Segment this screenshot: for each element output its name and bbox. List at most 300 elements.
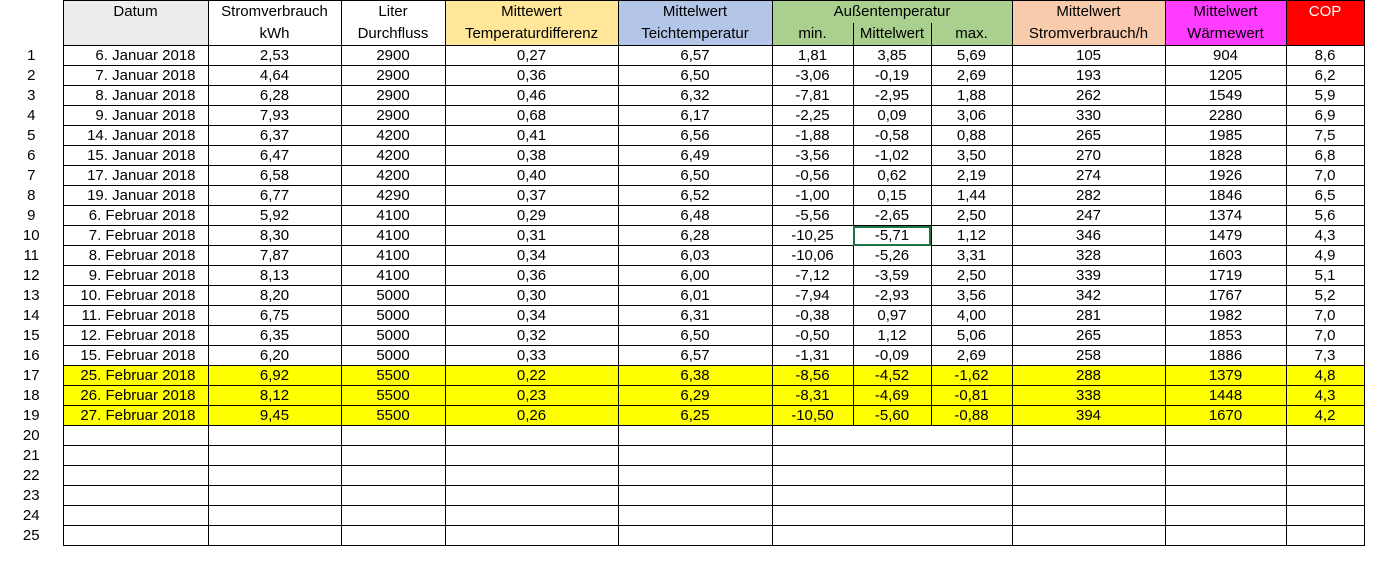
cell-strom[interactable]: 6,37 (208, 126, 341, 146)
empty-cell[interactable] (1286, 446, 1364, 466)
empty-cell[interactable] (341, 526, 445, 546)
cell-waerme[interactable]: 1205 (1165, 66, 1286, 86)
header-datum[interactable]: Datum (63, 1, 208, 24)
cell-stromh[interactable]: 270 (1012, 146, 1165, 166)
cell-cop[interactable]: 7,5 (1286, 126, 1364, 146)
cell-stromh[interactable]: 339 (1012, 266, 1165, 286)
cell-mittel[interactable]: -0,09 (853, 346, 931, 366)
cell-liter[interactable]: 5000 (341, 346, 445, 366)
cell-cop[interactable]: 7,0 (1286, 306, 1364, 326)
empty-cell[interactable] (772, 506, 1012, 526)
cell-min[interactable]: -7,81 (772, 86, 853, 106)
cell-tdiff[interactable]: 0,26 (445, 406, 618, 426)
empty-cell[interactable] (341, 446, 445, 466)
cell-waerme[interactable]: 1448 (1165, 386, 1286, 406)
empty-cell[interactable] (1012, 486, 1165, 506)
cell-datum[interactable]: 8. Februar 2018 (63, 246, 208, 266)
cell-strom[interactable]: 6,35 (208, 326, 341, 346)
cell-datum[interactable]: 14. Januar 2018 (63, 126, 208, 146)
cell-teich[interactable]: 6,00 (618, 266, 772, 286)
empty-cell[interactable] (772, 466, 1012, 486)
cell-mittel[interactable]: 1,12 (853, 326, 931, 346)
cell-teich[interactable]: 6,01 (618, 286, 772, 306)
empty-cell[interactable] (1165, 426, 1286, 446)
cell-strom[interactable]: 9,45 (208, 406, 341, 426)
cell-waerme[interactable]: 1828 (1165, 146, 1286, 166)
cell-max[interactable]: -0,81 (931, 386, 1012, 406)
cell-tdiff[interactable]: 0,38 (445, 146, 618, 166)
row-number[interactable]: 4 (27, 107, 36, 124)
header-aussen[interactable]: Außentemperatur (772, 1, 1012, 24)
cell-max[interactable]: 5,06 (931, 326, 1012, 346)
cell-min[interactable]: -10,25 (772, 226, 853, 246)
cell-tdiff[interactable]: 0,27 (445, 46, 618, 66)
empty-cell[interactable] (1165, 526, 1286, 546)
cell-strom[interactable]: 4,64 (208, 66, 341, 86)
cell-max[interactable]: 3,56 (931, 286, 1012, 306)
cell-min[interactable]: 1,81 (772, 46, 853, 66)
cell-cop[interactable]: 5,2 (1286, 286, 1364, 306)
header-cop-2[interactable] (1286, 23, 1364, 46)
cell-waerme[interactable]: 1479 (1165, 226, 1286, 246)
cell-teich[interactable]: 6,32 (618, 86, 772, 106)
cell-cop[interactable]: 7,0 (1286, 166, 1364, 186)
cell-liter[interactable]: 4200 (341, 146, 445, 166)
cell-datum[interactable]: 15. Januar 2018 (63, 146, 208, 166)
cell-cop[interactable]: 5,9 (1286, 86, 1364, 106)
cell-strom[interactable]: 8,12 (208, 386, 341, 406)
cell-liter[interactable]: 4100 (341, 226, 445, 246)
cell-max[interactable]: 1,12 (931, 226, 1012, 246)
cell-min[interactable]: -1,88 (772, 126, 853, 146)
header-tdiff-2[interactable]: Temperaturdifferenz (445, 23, 618, 46)
cell-max[interactable]: 0,88 (931, 126, 1012, 146)
cell-stromh[interactable]: 346 (1012, 226, 1165, 246)
cell-mittel[interactable]: -5,60 (853, 406, 931, 426)
cell-min[interactable]: -10,06 (772, 246, 853, 266)
header-liter-1[interactable]: Liter (341, 1, 445, 24)
empty-cell[interactable] (63, 426, 208, 446)
header-aussen-min[interactable]: min. (772, 23, 853, 46)
row-number[interactable]: 7 (27, 167, 36, 184)
cell-max[interactable]: 2,69 (931, 346, 1012, 366)
cell-max[interactable]: 1,88 (931, 86, 1012, 106)
cell-tdiff[interactable]: 0,33 (445, 346, 618, 366)
empty-cell[interactable] (1012, 506, 1165, 526)
row-number[interactable]: 14 (22, 307, 40, 324)
empty-cell[interactable] (341, 486, 445, 506)
row-number[interactable]: 9 (27, 207, 36, 224)
cell-min[interactable]: -7,12 (772, 266, 853, 286)
cell-datum[interactable]: 17. Januar 2018 (63, 166, 208, 186)
cell-strom[interactable]: 6,75 (208, 306, 341, 326)
cell-cop[interactable]: 6,8 (1286, 146, 1364, 166)
header-stromh-2[interactable]: Stromverbrauch/h (1012, 23, 1165, 46)
cell-mittel[interactable]: 3,85 (853, 46, 931, 66)
cell-cop[interactable]: 6,5 (1286, 186, 1364, 206)
cell-min[interactable]: -1,00 (772, 186, 853, 206)
empty-cell[interactable] (445, 486, 618, 506)
cell-teich[interactable]: 6,57 (618, 46, 772, 66)
cell-teich[interactable]: 6,17 (618, 106, 772, 126)
empty-cell[interactable] (1286, 526, 1364, 546)
cell-tdiff[interactable]: 0,36 (445, 66, 618, 86)
cell-strom[interactable]: 5,92 (208, 206, 341, 226)
cell-min[interactable]: -0,50 (772, 326, 853, 346)
row-number[interactable]: 22 (22, 467, 40, 484)
cell-mittel[interactable]: -0,19 (853, 66, 931, 86)
empty-cell[interactable] (1012, 426, 1165, 446)
cell-max[interactable]: 2,50 (931, 266, 1012, 286)
cell-max[interactable]: 2,69 (931, 66, 1012, 86)
cell-liter[interactable]: 5500 (341, 366, 445, 386)
cell-stromh[interactable]: 262 (1012, 86, 1165, 106)
row-number[interactable]: 10 (22, 227, 40, 244)
cell-stromh[interactable]: 281 (1012, 306, 1165, 326)
cell-stromh[interactable]: 265 (1012, 126, 1165, 146)
cell-datum[interactable]: 19. Januar 2018 (63, 186, 208, 206)
cell-cop[interactable]: 7,3 (1286, 346, 1364, 366)
cell-teich[interactable]: 6,31 (618, 306, 772, 326)
header-tdiff-1[interactable]: Mittewert (445, 1, 618, 24)
cell-datum[interactable]: 15. Februar 2018 (63, 346, 208, 366)
empty-cell[interactable] (618, 466, 772, 486)
cell-tdiff[interactable]: 0,68 (445, 106, 618, 126)
cell-min[interactable]: -8,56 (772, 366, 853, 386)
cell-strom[interactable]: 6,20 (208, 346, 341, 366)
cell-stromh[interactable]: 288 (1012, 366, 1165, 386)
empty-cell[interactable] (772, 446, 1012, 466)
cell-tdiff[interactable]: 0,40 (445, 166, 618, 186)
cell-stromh[interactable]: 282 (1012, 186, 1165, 206)
empty-cell[interactable] (1165, 506, 1286, 526)
empty-cell[interactable] (208, 466, 341, 486)
header-strom-1[interactable]: Stromverbrauch (208, 1, 341, 24)
row-number[interactable]: 19 (22, 407, 40, 424)
cell-liter[interactable]: 5500 (341, 406, 445, 426)
empty-cell[interactable] (772, 426, 1012, 446)
cell-datum[interactable]: 8. Januar 2018 (63, 86, 208, 106)
row-number[interactable]: 13 (22, 287, 40, 304)
empty-cell[interactable] (208, 426, 341, 446)
cell-mittel[interactable]: -5,26 (853, 246, 931, 266)
cell-max[interactable]: 3,06 (931, 106, 1012, 126)
cell-stromh[interactable]: 247 (1012, 206, 1165, 226)
empty-cell[interactable] (1165, 446, 1286, 466)
cell-mittel[interactable]: 0,62 (853, 166, 931, 186)
cell-strom[interactable]: 7,93 (208, 106, 341, 126)
row-number[interactable]: 2 (27, 67, 36, 84)
empty-cell[interactable] (618, 446, 772, 466)
cell-waerme[interactable]: 1603 (1165, 246, 1286, 266)
cell-liter[interactable]: 4100 (341, 206, 445, 226)
cell-max[interactable]: -0,88 (931, 406, 1012, 426)
cell-min[interactable]: -2,25 (772, 106, 853, 126)
cell-tdiff[interactable]: 0,41 (445, 126, 618, 146)
cell-strom[interactable]: 6,58 (208, 166, 341, 186)
cell-datum[interactable]: 11. Februar 2018 (63, 306, 208, 326)
cell-waerme[interactable]: 1767 (1165, 286, 1286, 306)
cell-max[interactable]: 2,19 (931, 166, 1012, 186)
empty-cell[interactable] (1286, 426, 1364, 446)
cell-datum[interactable]: 6. Februar 2018 (63, 206, 208, 226)
header-cop[interactable]: COP (1286, 1, 1364, 24)
cell-tdiff[interactable]: 0,30 (445, 286, 618, 306)
empty-cell[interactable] (618, 486, 772, 506)
cell-liter[interactable]: 4200 (341, 126, 445, 146)
empty-cell[interactable] (1012, 526, 1165, 546)
row-number[interactable]: 12 (22, 267, 40, 284)
cell-waerme[interactable]: 1670 (1165, 406, 1286, 426)
empty-cell[interactable] (63, 526, 208, 546)
cell-strom[interactable]: 6,28 (208, 86, 341, 106)
row-number[interactable]: 8 (27, 187, 36, 204)
cell-min[interactable]: -10,50 (772, 406, 853, 426)
cell-waerme[interactable]: 1982 (1165, 306, 1286, 326)
row-number[interactable]: 3 (27, 87, 36, 104)
cell-tdiff[interactable]: 0,29 (445, 206, 618, 226)
empty-cell[interactable] (445, 506, 618, 526)
cell-teich[interactable]: 6,38 (618, 366, 772, 386)
empty-cell[interactable] (1286, 506, 1364, 526)
cell-datum[interactable]: 6. Januar 2018 (63, 46, 208, 66)
cell-max[interactable]: -1,62 (931, 366, 1012, 386)
cell-waerme[interactable]: 1853 (1165, 326, 1286, 346)
cell-teich[interactable]: 6,50 (618, 166, 772, 186)
empty-cell[interactable] (63, 446, 208, 466)
cell-stromh[interactable]: 338 (1012, 386, 1165, 406)
cell-liter[interactable]: 4290 (341, 186, 445, 206)
cell-cop[interactable]: 6,9 (1286, 106, 1364, 126)
cell-waerme[interactable]: 1549 (1165, 86, 1286, 106)
cell-tdiff[interactable]: 0,34 (445, 246, 618, 266)
header-aussen-mittel[interactable]: Mittelwert (853, 23, 931, 46)
cell-teich[interactable]: 6,29 (618, 386, 772, 406)
empty-cell[interactable] (341, 426, 445, 446)
cell-stromh[interactable]: 330 (1012, 106, 1165, 126)
cell-max[interactable]: 5,69 (931, 46, 1012, 66)
cell-tdiff[interactable]: 0,22 (445, 366, 618, 386)
empty-cell[interactable] (1286, 486, 1364, 506)
header-liter-2[interactable]: Durchfluss (341, 23, 445, 46)
row-number[interactable]: 21 (22, 447, 40, 464)
cell-stromh[interactable]: 258 (1012, 346, 1165, 366)
cell-liter[interactable]: 4100 (341, 246, 445, 266)
cell-waerme[interactable]: 1886 (1165, 346, 1286, 366)
row-number[interactable]: 1 (27, 47, 36, 64)
cell-waerme[interactable]: 904 (1165, 46, 1286, 66)
cell-max[interactable]: 3,50 (931, 146, 1012, 166)
cell-waerme[interactable]: 1926 (1165, 166, 1286, 186)
empty-cell[interactable] (1012, 446, 1165, 466)
cell-mittel[interactable]: -2,95 (853, 86, 931, 106)
empty-cell[interactable] (445, 446, 618, 466)
cell-teich[interactable]: 6,57 (618, 346, 772, 366)
empty-cell[interactable] (618, 506, 772, 526)
cell-mittel[interactable]: -5,71 (853, 226, 931, 246)
cell-waerme[interactable]: 1719 (1165, 266, 1286, 286)
cell-cop[interactable]: 4,3 (1286, 386, 1364, 406)
empty-cell[interactable] (208, 506, 341, 526)
cell-min[interactable]: -7,94 (772, 286, 853, 306)
cell-tdiff[interactable]: 0,36 (445, 266, 618, 286)
cell-max[interactable]: 2,50 (931, 206, 1012, 226)
cell-teich[interactable]: 6,25 (618, 406, 772, 426)
cell-datum[interactable]: 26. Februar 2018 (63, 386, 208, 406)
cell-min[interactable]: -8,31 (772, 386, 853, 406)
row-number[interactable]: 16 (22, 347, 40, 364)
row-number[interactable]: 15 (22, 327, 40, 344)
cell-stromh[interactable]: 193 (1012, 66, 1165, 86)
cell-liter[interactable]: 5000 (341, 286, 445, 306)
cell-cop[interactable]: 5,1 (1286, 266, 1364, 286)
cell-cop[interactable]: 6,2 (1286, 66, 1364, 86)
cell-cop[interactable]: 4,3 (1286, 226, 1364, 246)
cell-mittel[interactable]: -2,65 (853, 206, 931, 226)
cell-datum[interactable]: 27. Februar 2018 (63, 406, 208, 426)
cell-teich[interactable]: 6,50 (618, 326, 772, 346)
cell-strom[interactable]: 8,30 (208, 226, 341, 246)
header-teich-1[interactable]: Mittelwert (618, 1, 772, 24)
cell-teich[interactable]: 6,50 (618, 66, 772, 86)
cell-tdiff[interactable]: 0,23 (445, 386, 618, 406)
empty-cell[interactable] (1165, 486, 1286, 506)
cell-cop[interactable]: 8,6 (1286, 46, 1364, 66)
empty-cell[interactable] (63, 486, 208, 506)
cell-cop[interactable]: 4,9 (1286, 246, 1364, 266)
cell-mittel[interactable]: -4,69 (853, 386, 931, 406)
cell-liter[interactable]: 2900 (341, 106, 445, 126)
cell-stromh[interactable]: 105 (1012, 46, 1165, 66)
row-number[interactable]: 23 (22, 487, 40, 504)
cell-tdiff[interactable]: 0,37 (445, 186, 618, 206)
cell-stromh[interactable]: 274 (1012, 166, 1165, 186)
empty-cell[interactable] (445, 466, 618, 486)
cell-strom[interactable]: 8,13 (208, 266, 341, 286)
row-number[interactable]: 18 (22, 387, 40, 404)
cell-datum[interactable]: 7. Januar 2018 (63, 66, 208, 86)
cell-stromh[interactable]: 394 (1012, 406, 1165, 426)
cell-liter[interactable]: 2900 (341, 66, 445, 86)
empty-cell[interactable] (1286, 466, 1364, 486)
cell-liter[interactable]: 5000 (341, 306, 445, 326)
cell-waerme[interactable]: 1374 (1165, 206, 1286, 226)
cell-strom[interactable]: 8,20 (208, 286, 341, 306)
cell-stromh[interactable]: 328 (1012, 246, 1165, 266)
cell-datum[interactable]: 10. Februar 2018 (63, 286, 208, 306)
cell-mittel[interactable]: -3,59 (853, 266, 931, 286)
empty-cell[interactable] (618, 426, 772, 446)
cell-teich[interactable]: 6,48 (618, 206, 772, 226)
cell-teich[interactable]: 6,56 (618, 126, 772, 146)
empty-cell[interactable] (1165, 466, 1286, 486)
cell-min[interactable]: -3,56 (772, 146, 853, 166)
cell-max[interactable]: 3,31 (931, 246, 1012, 266)
header-teich-2[interactable]: Teichtemperatur (618, 23, 772, 46)
header-aussen-max[interactable]: max. (931, 23, 1012, 46)
cell-max[interactable]: 4,00 (931, 306, 1012, 326)
cell-teich[interactable]: 6,28 (618, 226, 772, 246)
header-stromh-1[interactable]: Mittelwert (1012, 1, 1165, 24)
row-number[interactable]: 24 (22, 507, 40, 524)
cell-stromh[interactable]: 265 (1012, 326, 1165, 346)
cell-waerme[interactable]: 2280 (1165, 106, 1286, 126)
empty-cell[interactable] (208, 486, 341, 506)
header-waerme-1[interactable]: Mittelwert (1165, 1, 1286, 24)
cell-min[interactable]: -0,56 (772, 166, 853, 186)
cell-mittel[interactable]: -4,52 (853, 366, 931, 386)
cell-cop[interactable]: 5,6 (1286, 206, 1364, 226)
cell-min[interactable]: -5,56 (772, 206, 853, 226)
cell-liter[interactable]: 5000 (341, 326, 445, 346)
cell-waerme[interactable]: 1846 (1165, 186, 1286, 206)
empty-cell[interactable] (1012, 466, 1165, 486)
empty-cell[interactable] (63, 466, 208, 486)
header-datum-2[interactable] (63, 23, 208, 46)
cell-min[interactable]: -0,38 (772, 306, 853, 326)
cell-stromh[interactable]: 342 (1012, 286, 1165, 306)
cell-datum[interactable]: 9. Februar 2018 (63, 266, 208, 286)
cell-tdiff[interactable]: 0,46 (445, 86, 618, 106)
cell-strom[interactable]: 6,47 (208, 146, 341, 166)
cell-liter[interactable]: 5500 (341, 386, 445, 406)
empty-cell[interactable] (772, 526, 1012, 546)
cell-cop[interactable]: 4,8 (1286, 366, 1364, 386)
cell-min[interactable]: -1,31 (772, 346, 853, 366)
row-number[interactable]: 5 (27, 127, 36, 144)
cell-liter[interactable]: 2900 (341, 86, 445, 106)
row-number[interactable]: 17 (22, 367, 40, 384)
empty-cell[interactable] (208, 446, 341, 466)
cell-datum[interactable]: 12. Februar 2018 (63, 326, 208, 346)
cell-waerme[interactable]: 1379 (1165, 366, 1286, 386)
header-waerme-2[interactable]: Wärmewert (1165, 23, 1286, 46)
cell-liter[interactable]: 4100 (341, 266, 445, 286)
cell-cop[interactable]: 4,2 (1286, 406, 1364, 426)
cell-cop[interactable]: 7,0 (1286, 326, 1364, 346)
cell-mittel[interactable]: 0,97 (853, 306, 931, 326)
cell-strom[interactable]: 7,87 (208, 246, 341, 266)
cell-tdiff[interactable]: 0,34 (445, 306, 618, 326)
cell-liter[interactable]: 4200 (341, 166, 445, 186)
cell-teich[interactable]: 6,03 (618, 246, 772, 266)
row-number[interactable]: 11 (23, 247, 40, 264)
cell-strom[interactable]: 2,53 (208, 46, 341, 66)
empty-cell[interactable] (772, 486, 1012, 506)
cell-strom[interactable]: 6,77 (208, 186, 341, 206)
empty-cell[interactable] (341, 506, 445, 526)
header-strom-2[interactable]: kWh (208, 23, 341, 46)
cell-datum[interactable]: 7. Februar 2018 (63, 226, 208, 246)
cell-mittel[interactable]: -2,93 (853, 286, 931, 306)
row-number[interactable]: 6 (27, 147, 36, 164)
cell-strom[interactable]: 6,92 (208, 366, 341, 386)
cell-mittel[interactable]: -0,58 (853, 126, 931, 146)
cell-waerme[interactable]: 1985 (1165, 126, 1286, 146)
cell-liter[interactable]: 2900 (341, 46, 445, 66)
empty-cell[interactable] (445, 526, 618, 546)
cell-datum[interactable]: 9. Januar 2018 (63, 106, 208, 126)
cell-datum[interactable]: 25. Februar 2018 (63, 366, 208, 386)
empty-cell[interactable] (208, 526, 341, 546)
empty-cell[interactable] (341, 466, 445, 486)
empty-cell[interactable] (63, 506, 208, 526)
cell-mittel[interactable]: -1,02 (853, 146, 931, 166)
cell-teich[interactable]: 6,49 (618, 146, 772, 166)
row-number[interactable]: 20 (22, 427, 40, 444)
cell-max[interactable]: 1,44 (931, 186, 1012, 206)
cell-min[interactable]: -3,06 (772, 66, 853, 86)
